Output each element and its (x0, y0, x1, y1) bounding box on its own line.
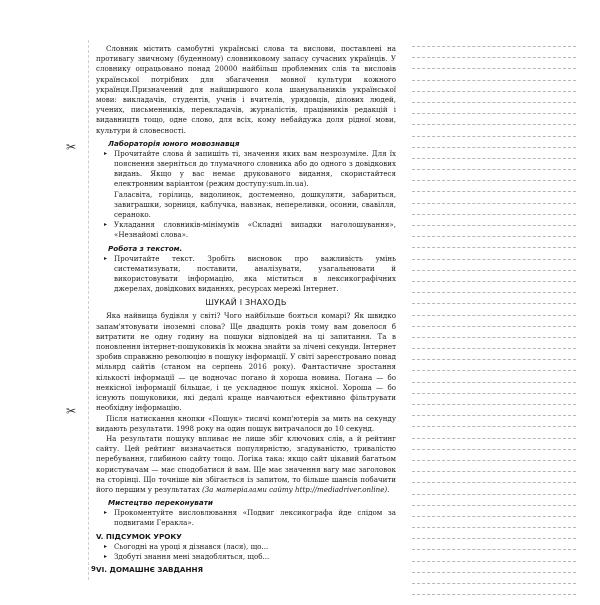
note-line (412, 80, 576, 81)
note-line (412, 370, 576, 371)
scissors-icon: ✂ (66, 404, 77, 418)
note-line (412, 527, 576, 528)
bullet-arrow-icon: ▸ (104, 509, 108, 517)
note-line (412, 270, 576, 271)
main-text-column (96, 44, 396, 575)
article-paragraph-2: Після натискання кнопки «Пошук» тисячі комп'ютерів за мить на секунду видають результати. 1998 року на один пошук витрачалося до 10 секунд. (96, 413, 396, 433)
note-line (412, 203, 576, 204)
bullet-arrow-icon: ▸ (104, 552, 108, 560)
note-line (412, 292, 576, 293)
note-line (412, 382, 576, 383)
note-line (412, 404, 576, 405)
note-line (412, 348, 576, 349)
note-line (412, 438, 576, 439)
note-line (412, 46, 576, 47)
note-line (412, 516, 576, 517)
scissors-icon: ✂ (66, 140, 77, 154)
lab1-task2: ▸ Укладання словників-мінімумів «Складні випадки наголошування», «Незнайомі слова». (104, 220, 396, 240)
summary-heading: V. ПІДСУМОК УРОКУ (96, 531, 182, 541)
note-line (412, 214, 576, 215)
notes-column (412, 46, 576, 605)
note-line (412, 136, 576, 137)
note-line (412, 247, 576, 248)
note-line (412, 482, 576, 483)
note-line (412, 259, 576, 260)
note-line (412, 315, 576, 316)
summary-item: ▸ Здобуті знання мені знадобляться, щоб... (104, 551, 270, 561)
note-line (412, 281, 576, 282)
note-line (412, 337, 576, 338)
note-line (412, 326, 576, 327)
note-line (412, 393, 576, 394)
intro-paragraph: Словник містить самобутні українські слова та вислови, поставлені на противагу звичному (буденному) словниковому запасу сучасних українців. У словнику опрацьовано понад 20000 найбільш проблемних слів та висловів української потрібних для збагачення мовної культури кожного українця.Призначений для найширшого кола шанувальників української мови: викладачів, студентів, учнів і вчителів, урядовців, ділових людей, учених, письменників, перекладачів, журналістів, працівників редакцій і видавництв тощо, одне слово, для всіх, кому небайдужа доля рідної мови, культури й словесності. (96, 44, 396, 135)
summary-item: ▸ Сьогодні на уроці я дізнався (лася), що... (104, 541, 269, 551)
note-line (412, 147, 576, 148)
note-line (412, 102, 576, 103)
note-line (412, 449, 576, 450)
lab2-title: Робота з текстом. (108, 243, 183, 253)
note-line (412, 113, 576, 114)
note-line (412, 303, 576, 304)
art-task: ▸ Прокоментуйте висловлювання «Подвиг лексикографа йде слідом за подвигами Геракла». (104, 508, 396, 528)
note-line (412, 158, 576, 159)
note-line (412, 594, 576, 595)
cut-line (88, 40, 89, 580)
lab2-task: ▸ Прочитайте текст. Зробіть висновок про важливість умінь систематизувати, поставити, аналізувати, узагальнювати й використовувати інформацію, яка міститься в лексикографічних джерелах, довідкових виданнях, ресурсах мережі Інтернет. (104, 253, 396, 294)
note-line (412, 505, 576, 506)
note-line (412, 538, 576, 539)
bullet-arrow-icon: ▸ (104, 254, 108, 262)
note-line (412, 494, 576, 495)
article-heading: ШУКАЙ І ЗНАХОДЬ (205, 298, 287, 308)
note-line (412, 225, 576, 226)
note-line (412, 471, 576, 472)
note-line (412, 236, 576, 237)
note-line (412, 180, 576, 181)
note-line (412, 57, 576, 58)
art-title: Мистецтво переконувати (108, 498, 213, 508)
bullet-arrow-icon: ▸ (104, 542, 108, 550)
note-line (412, 583, 576, 584)
bullet-arrow-icon: ▸ (104, 149, 108, 157)
note-line (412, 359, 576, 360)
article-paragraph-1: Яка найвища будівля у світі? Чого найбільше бояться комарі? Як швидко запам'ятовувати іноземні слова? Ще двадцять років тому вам довелося б витратити не одну годину на пошуки відповідей на ці запитання. Та в поновлення інтернет-пошуковиків їх можна знайти за лічені секунди. Інтернет зробив справжню революцію в пошуку інформації. У світі зареєстровано понад мільярд сайтів (станом на серпень 2016 року). Фантастичне зростання кількості інформації — це водночас погано й хороша новина. Погана — бо неякісної інформації більшає, і це ускладнює пошук якісної. Хороша — бо існують пошуковики, які дедалі краще навчаються ефективно фільтрувати необхідну інформацію. (96, 311, 396, 413)
note-line (412, 572, 576, 573)
homework-heading: VI. ДОМАШНЄ ЗАВДАННЯ (96, 564, 204, 574)
lab1-title: Лабораторія юного мовознавця (108, 138, 240, 148)
note-line (412, 191, 576, 192)
note-line (412, 124, 576, 125)
page-number: 9 (91, 565, 96, 573)
note-line (412, 68, 576, 69)
bullet-arrow-icon: ▸ (104, 221, 108, 229)
lab1-words: Галасвіта, горілиць, видолинок, достеменно, дошкуляти, забариться, завиграшки, зорниця, каблучка, навзнак, непереливки, осонни, свавілля, сераноко. (114, 189, 396, 220)
note-line (412, 426, 576, 427)
article-source: (За матеріалами сайту http://mediadriver.online). (201, 484, 390, 494)
note-line (412, 91, 576, 92)
note-line (412, 169, 576, 170)
note-line (412, 549, 576, 550)
article-paragraph-3: На результати пошуку впливає не лише збіг ключових слів, а й рейтинг сайту. Цей рейтинг визначається популярністю, згадуваністю, тривалістю перебування, глибиною сайту тощо. Логіка така: якщо сайт цікавий багатьом користувачам — має сподобатися й вам. Ще має значення вагу має заголовок на сторінці. Що точніше він збігається із запитом, то більше шансів побачити його першим у результатах (За матеріалами сайту http://mediadriver.online). (96, 433, 396, 494)
note-line (412, 561, 576, 562)
lab1-task: ▸ Прочитайте слова й запишіть ті, значення яких вам незрозуміле. Для їх пояснення зверніться до тлумачного словника або до одного з довідкових видань. Якщо у вас немає друкованого видання, скористайтеся електронним варіантом (режим доступу:sum.in.ua). (104, 148, 396, 189)
note-line (412, 415, 576, 416)
note-line (412, 460, 576, 461)
